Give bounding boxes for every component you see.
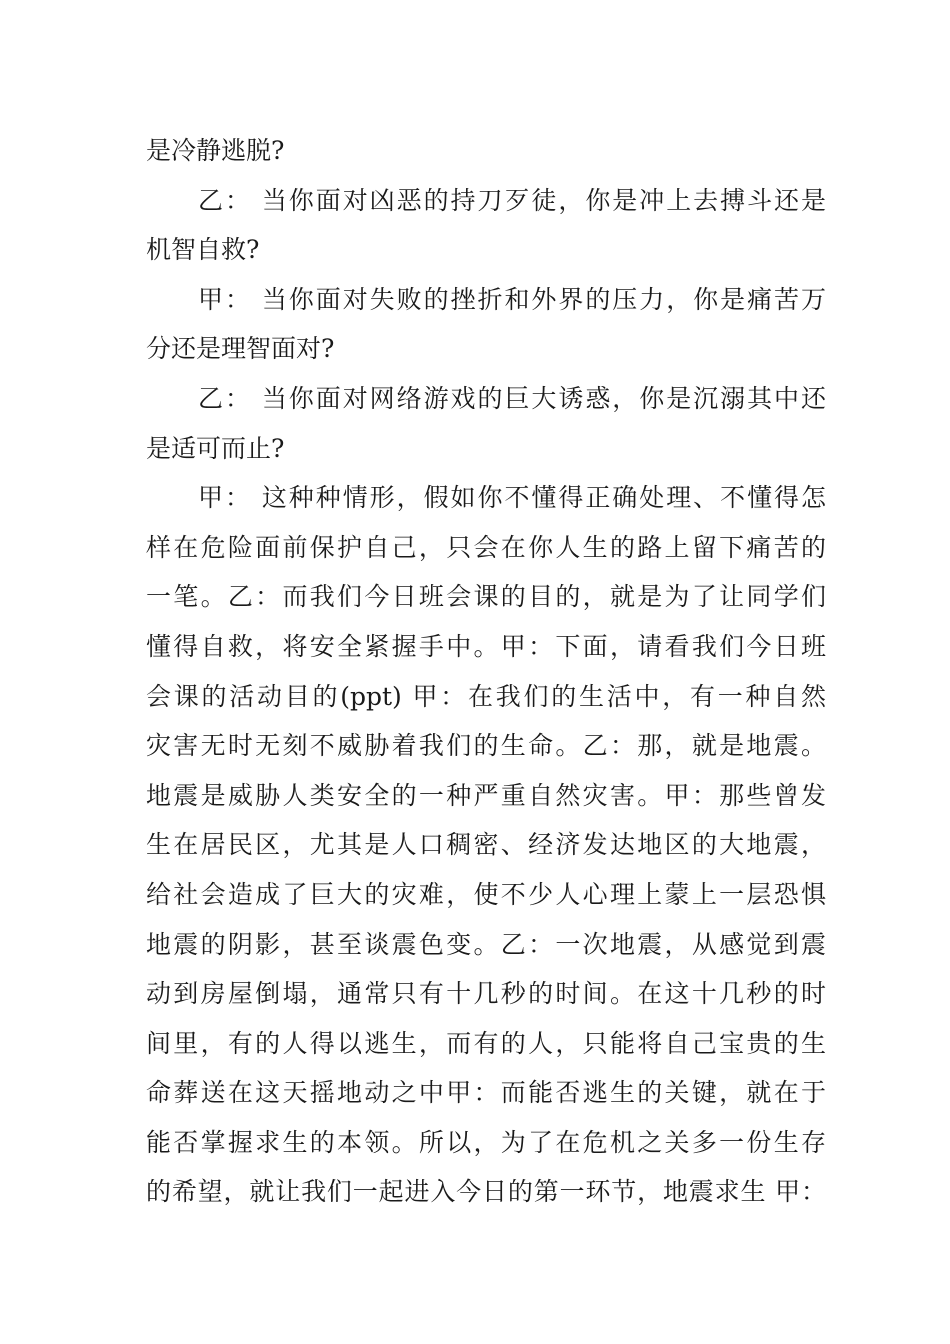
text-line: 命葬送在这天摇地动之中甲：而能否逃生的关键，就在于 xyxy=(146,1078,826,1108)
dialogue-text-body xyxy=(146,126,826,1217)
text-line: 样在危险面前保护自己，只会在你人生的路上留下痛苦的 xyxy=(146,532,826,562)
text-line: 是冷静逃脱? xyxy=(146,136,285,165)
text-line: 地震的阴影，甚至谈震色变。乙：一次地震，从感觉到震 xyxy=(146,929,826,959)
text-line: 乙： 当你面对凶恶的持刀歹徒，你是冲上去搏斗还是 xyxy=(198,185,826,215)
text-line: 动到房屋倒塌，通常只有十几秒的时间。在这十几秒的时 xyxy=(146,979,826,1009)
text-line: 乙： 当你面对网络游戏的巨大诱惑，你是沉溺其中还 xyxy=(198,383,826,413)
text-line: 甲： 这种种情形，假如你不懂得正确处理、不懂得怎 xyxy=(198,483,826,513)
text-line: 的希望，就让我们一起进入今日的第一环节，地震求生 甲： xyxy=(146,1177,826,1207)
text-line: 是适可而止? xyxy=(146,433,285,463)
text-line: 分还是理智面对? xyxy=(146,334,335,364)
text-line: 能否掌握求生的本领。所以，为了在危机之关多一份生存 xyxy=(146,1127,826,1157)
text-line: 地震是威胁人类安全的一种严重自然灾害。甲：那些曾发 xyxy=(146,780,826,810)
text-line: 机智自救? xyxy=(146,235,260,265)
text-line: 灾害无时无刻不威胁着我们的生命。乙：那，就是地震。 xyxy=(146,731,826,761)
text-line: 懂得自救，将安全紧握手中。甲：下面，请看我们今日班 xyxy=(146,631,826,661)
text-line: 给社会造成了巨大的灾难，使不少人心理上蒙上一层恐惧 xyxy=(146,879,826,909)
text-line: 一笔。乙：而我们今日班会课的目的，就是为了让同学们 xyxy=(146,582,826,612)
text-line: 生在居民区，尤其是人口稠密、经济发达地区的大地震， xyxy=(146,830,826,860)
text-line: 会课的活动目的(ppt) 甲：在我们的生活中，有一种自然 xyxy=(146,681,826,711)
text-line: 甲： 当你面对失败的挫折和外界的压力，你是痛苦万 xyxy=(198,284,826,314)
text-line: 间里，有的人得以逃生，而有的人，只能将自己宝贵的生 xyxy=(146,1028,826,1058)
